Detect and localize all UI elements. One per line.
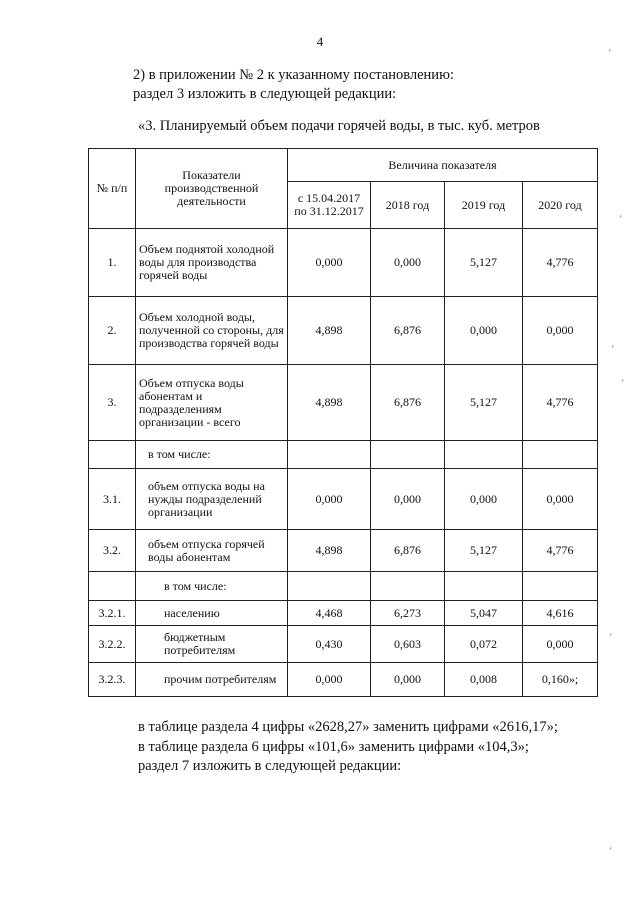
row-label: Объем холодной воды, полученной со стороны, для производства горячей воды	[136, 297, 288, 365]
row-value: 0,000	[288, 663, 371, 697]
row-num	[89, 572, 136, 601]
page-number: 4	[316, 34, 324, 49]
row-label: в том числе:	[136, 572, 288, 601]
row-value: 4,898	[288, 297, 371, 365]
row-value: 4,776	[523, 365, 598, 441]
row-value: 6,876	[371, 530, 445, 572]
row-num: 3.1.	[89, 469, 136, 530]
table-row	[89, 572, 598, 601]
row-num: 3.2.	[89, 530, 136, 572]
row-num: 2.	[89, 297, 136, 365]
row-label: объем отпуска воды на нужды подразделений организации	[136, 469, 288, 530]
row-value	[288, 572, 371, 601]
scan-speck: '	[609, 48, 611, 58]
row-num: 1.	[89, 229, 136, 297]
row-label: населению	[136, 601, 288, 626]
table-row	[89, 441, 598, 469]
scan-speck: '	[610, 632, 612, 642]
row-value: 4,468	[288, 601, 371, 626]
row-label: прочим потребителям	[136, 663, 288, 697]
intro-line-1: 2) в приложении № 2 к указанному постановлению:	[133, 67, 454, 83]
row-value: 0,008	[445, 663, 523, 697]
row-label: в том числе:	[136, 441, 288, 469]
table-row	[89, 469, 598, 530]
row-num: 3.2.2.	[89, 626, 136, 663]
table-row	[89, 297, 598, 365]
row-value: 0,000	[371, 469, 445, 530]
row-value: 0,000	[288, 229, 371, 297]
row-value: 0,072	[445, 626, 523, 663]
row-value: 0,430	[288, 626, 371, 663]
row-value: 5,127	[445, 530, 523, 572]
row-value: 0,000	[288, 469, 371, 530]
row-value	[371, 441, 445, 469]
water-volume-table	[88, 148, 598, 697]
row-value: 4,616	[523, 601, 598, 626]
outro-text	[138, 718, 558, 777]
row-label: Объем поднятой холодной воды для производства горячей воды	[136, 229, 288, 297]
row-value: 0,603	[371, 626, 445, 663]
table-row	[89, 365, 598, 441]
row-value: 6,273	[371, 601, 445, 626]
row-value: 0,000	[371, 663, 445, 697]
header-period: 2020 год	[523, 182, 598, 229]
row-num	[89, 441, 136, 469]
row-value: 0,000	[445, 297, 523, 365]
row-value: 0,000	[523, 469, 598, 530]
row-value	[445, 572, 523, 601]
row-value: 4,898	[288, 365, 371, 441]
row-value: 5,127	[445, 365, 523, 441]
row-num: 3.2.3.	[89, 663, 136, 697]
row-value	[523, 441, 598, 469]
header-indicator: Показатели производственной деятельности	[136, 149, 288, 229]
row-value: 0,160»;	[523, 663, 598, 697]
row-num: 3.	[89, 365, 136, 441]
row-value: 0,000	[523, 626, 598, 663]
header-num: № п/п	[89, 149, 136, 229]
row-value	[445, 441, 523, 469]
table-row	[89, 626, 598, 663]
table-row	[89, 601, 598, 626]
outro-line-3: раздел 7 изложить в следующей редакции:	[138, 758, 402, 774]
scan-speck: '	[620, 214, 622, 224]
row-label: объем отпуска горячей воды абонентам	[136, 530, 288, 572]
scan-speck: '	[612, 344, 614, 354]
table-row	[89, 229, 598, 297]
header-period: 2019 год	[445, 182, 523, 229]
table-row	[89, 530, 598, 572]
row-value: 0,000	[523, 297, 598, 365]
scan-speck: '	[622, 378, 624, 388]
outro-line-2: в таблице раздела 6 цифры «101,6» заменить цифрами «104,3»;	[138, 738, 529, 755]
table-row	[89, 663, 598, 697]
row-value: 6,876	[371, 297, 445, 365]
intro-text	[133, 66, 454, 104]
header-value-group: Величина показателя	[288, 149, 598, 182]
row-value: 4,898	[288, 530, 371, 572]
row-label: бюджетным потребителям	[136, 626, 288, 663]
row-value: 4,776	[523, 229, 598, 297]
row-label: Объем отпуска воды абонентам и подразделениям организации - всего	[136, 365, 288, 441]
row-value	[523, 572, 598, 601]
row-value	[371, 572, 445, 601]
scan-speck: '	[610, 846, 612, 856]
row-num: 3.2.1.	[89, 601, 136, 626]
header-period: 2018 год	[371, 182, 445, 229]
row-value	[288, 441, 371, 469]
row-value: 5,047	[445, 601, 523, 626]
header-period: с 15.04.2017 по 31.12.2017	[288, 182, 371, 229]
row-value: 0,000	[445, 469, 523, 530]
section-title: «3. Планируемый объем подачи горячей воды, в тыс. куб. метров	[138, 118, 540, 134]
row-value: 5,127	[445, 229, 523, 297]
row-value: 0,000	[371, 229, 445, 297]
row-value: 4,776	[523, 530, 598, 572]
intro-line-2: раздел 3 изложить в следующей редакции:	[133, 86, 397, 102]
outro-line-1: в таблице раздела 4 цифры «2628,27» заменить цифрами «2616,17»;	[138, 719, 558, 735]
row-value: 6,876	[371, 365, 445, 441]
